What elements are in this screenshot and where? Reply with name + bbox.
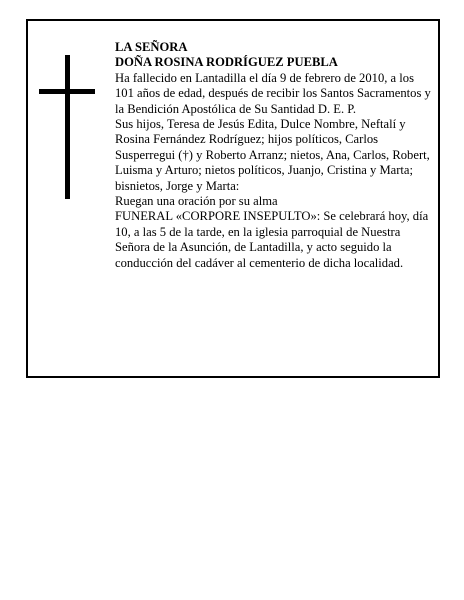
cross-horizontal-bar — [39, 89, 95, 94]
cross-vertical-bar — [65, 55, 70, 199]
notice-heading: LA SEÑORA — [115, 40, 188, 54]
latin-cross-icon — [39, 55, 95, 199]
obituary-notice — [26, 19, 440, 378]
funeral-details: FUNERAL «CORPORE INSEPULTO»: Se celebrará hoy, día 10, a las 5 de la tarde, en la iglesia parroquial de Nuestra Señora de la Asunción, de Lantadilla, y acto seguido la conducción del cadáver al cementerio de dicha localidad. — [115, 209, 429, 270]
notice-text — [115, 40, 435, 271]
death-announcement: Ha fallecido en Lantadilla el día 9 de febrero de 2010, a los 101 años de edad, después de recibir los Santos Sacramentos y la Bendición Apostólica de Su Santidad D. E. P. — [115, 70, 431, 116]
deceased-name: DOÑA ROSINA RODRÍGUEZ PUEBLA — [115, 55, 338, 70]
prayer-request: Ruegan una oración por su alma — [115, 194, 278, 209]
family-list: Sus hijos, Teresa de Jesús Edita, Dulce Nombre, Neftalí y Rosina Fernández Rodríguez; hijos políticos, Carlos Susperregui (†) y Roberto Arranz; nietos, Ana, Carlos, Robert, Luisma y Arturo; nietos políticos, Juanjo, Cristina y Marta; bisnietos, Jorge y Marta: — [115, 117, 430, 193]
